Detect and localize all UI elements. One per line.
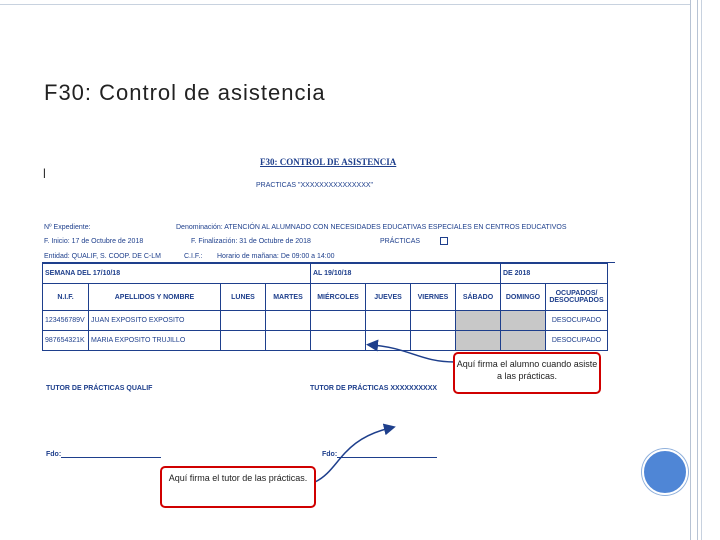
- tutor-qualif-label: TUTOR DE PRÁCTICAS QUALIF: [46, 385, 153, 392]
- table-header-row: [43, 284, 608, 311]
- weekend-cell: [501, 311, 546, 331]
- weekend-cell: [456, 331, 501, 351]
- callout-alumno: Aquí firma el alumno cuando asiste a las prácticas.: [453, 352, 601, 394]
- col-domingo: DOMINGO: [501, 284, 546, 311]
- signature-cell: [221, 331, 266, 351]
- col-viernes: VIERNES: [411, 284, 456, 311]
- col-miercoles: MIÉRCOLES: [311, 284, 366, 311]
- row-estado: DESOCUPADO: [546, 311, 608, 331]
- expediente-label: Nº Expediente:: [44, 224, 91, 231]
- week-year: DE 2018: [501, 264, 608, 284]
- col-lunes: LUNES: [221, 284, 266, 311]
- row-nif: 123456789V: [43, 311, 89, 331]
- fecha-inicio: F. Inicio: 17 de Octubre de 2018: [44, 238, 144, 245]
- signature-cell: [266, 311, 311, 331]
- table-row: [43, 311, 608, 331]
- fdo-otro: [322, 451, 437, 458]
- row-nombre: MARIA EXPOSITO TRUJILLO: [89, 331, 221, 351]
- fdo-qualif: [46, 451, 161, 458]
- slide-right-border-outer: [701, 0, 720, 540]
- signature-line: [337, 457, 437, 458]
- horario-text: Horario de mañana: De 09:00 a 14:00: [217, 253, 335, 260]
- document-subtitle: PRACTICAS "XXXXXXXXXXXXXXX": [256, 182, 374, 189]
- weekend-cell: [456, 311, 501, 331]
- row-nombre: JUAN EXPOSITO EXPOSITO: [89, 311, 221, 331]
- fecha-fin: F. Finalización: 31 de Octubre de 2018: [191, 238, 311, 245]
- attendance-table: [42, 263, 608, 351]
- bullet-mark: l: [43, 166, 46, 181]
- col-jueves: JUEVES: [366, 284, 411, 311]
- slide-title: F30: Control de asistencia: [44, 80, 326, 105]
- signature-cell: [221, 311, 266, 331]
- signature-cell: [266, 331, 311, 351]
- entidad-text: Entidad: QUALIF, S. COOP. DE C-LM: [44, 253, 161, 260]
- signature-cell: [366, 331, 411, 351]
- signature-cell: [311, 311, 366, 331]
- col-ocupados: OCUPADOS/ DESOCUPADOS: [546, 284, 608, 311]
- row-nif: 987654321K: [43, 331, 89, 351]
- decorative-circle: [642, 449, 688, 495]
- practicas-label: PRÁCTICAS: [380, 238, 421, 245]
- callout-tutor: Aquí firma el tutor de las prácticas.: [160, 466, 316, 508]
- signature-cell: [311, 331, 366, 351]
- col-nombre: APELLIDOS Y NOMBRE: [89, 284, 221, 311]
- signature-line: [61, 457, 161, 458]
- signature-cell: [411, 331, 456, 351]
- signature-cell: [366, 311, 411, 331]
- col-martes: MARTES: [266, 284, 311, 311]
- tutor-otro-label: TUTOR DE PRÁCTICAS XXXXXXXXXX: [310, 385, 438, 392]
- week-end: AL 19/10/18: [311, 264, 501, 284]
- fdo-label: Fdo:: [322, 451, 338, 458]
- col-sabado: SÁBADO: [456, 284, 501, 311]
- col-nif: N.I.F.: [43, 284, 89, 311]
- table-row: [43, 331, 608, 351]
- weekend-cell: [501, 331, 546, 351]
- denominacion-text: Denominación: ATENCIÓN AL ALUMNADO CON NECESIDADES EDUCATIVAS ESPECIALES EN CENTROS EDUCATIVOS: [176, 224, 567, 231]
- fdo-label: Fdo:: [46, 451, 62, 458]
- week-row: [43, 264, 608, 284]
- slide-top-border: [0, 0, 690, 5]
- cif-label: C.I.F.:: [184, 253, 203, 260]
- signature-cell: [411, 311, 456, 331]
- practicas-checkbox: [440, 237, 448, 245]
- row-estado: DESOCUPADO: [546, 331, 608, 351]
- document-title: F30: CONTROL DE ASISTENCIA: [260, 157, 397, 167]
- slide-right-border: [690, 0, 698, 540]
- week-start: SEMANA DEL 17/10/18: [43, 264, 311, 284]
